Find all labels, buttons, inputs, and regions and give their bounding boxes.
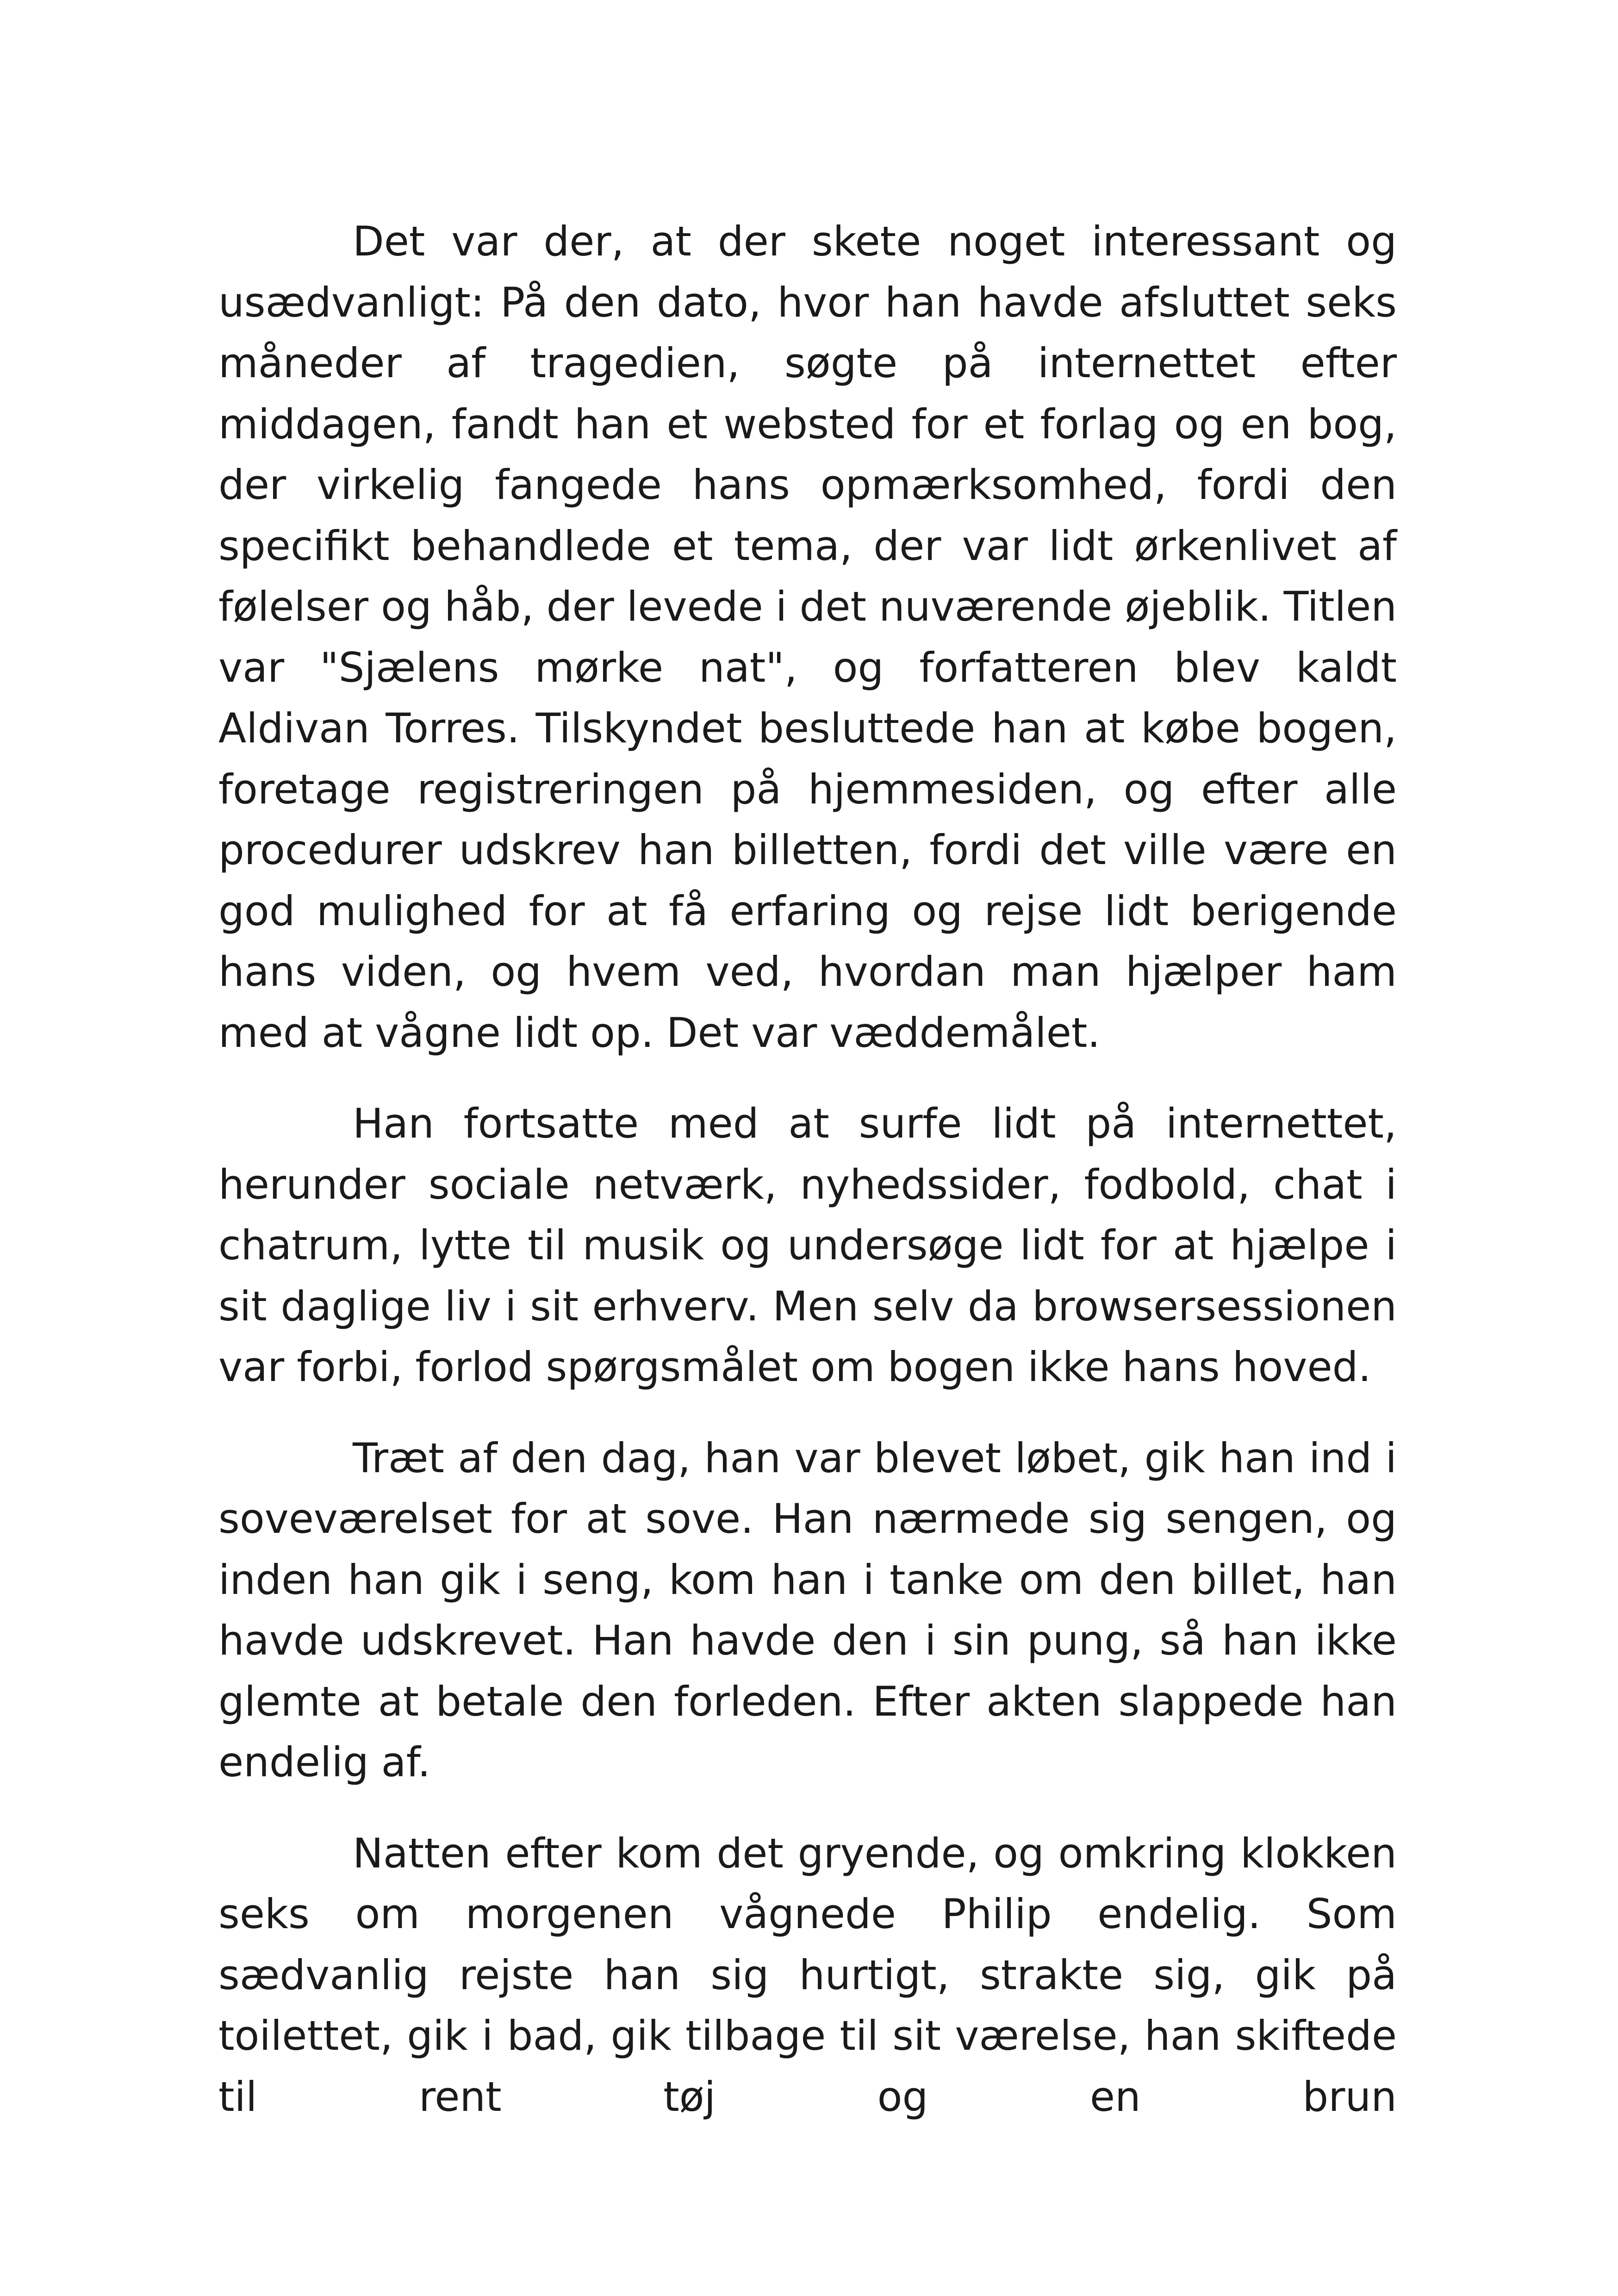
body-text	[218, 211, 1397, 2127]
paragraph-2: Han fortsatte med at surfe lidt på internettet, herunder sociale netværk, nyhedssider, fodbold, chat i chatrum, lytte til musik og undersøge lidt for at hjælpe i sit daglige liv i sit erhverv. Men selv da browsersessionen var forbi, forlod spørgsmålet om bogen ikke hans hoved.	[218, 1100, 1397, 1391]
paragraph-4: Natten efter kom det gryende, og omkring klokken seks om morgenen vågnede Philip endelig. Som sædvanlig rejste han sig hurtigt, strakte sig, gik på toilettet, gik i bad, gik tilbage til sit værelse, han skiftede til rent tøj og en brun	[218, 1829, 1397, 2121]
paragraph-3: Træt af den dag, han var blevet løbet, gik han ind i soveværelset for at sove. Han nærmede sig sengen, og inden han gik i seng, kom han i tanke om den billet, han havde udskrevet. Han havde den i sin pung, så han ikke glemte at betale den forleden. Efter akten slappede han endelig af.	[218, 1434, 1397, 1786]
paragraph-1: Det var der, at der skete noget interessant og usædvanligt: På den dato, hvor han havde afsluttet seks måneder af tragedien, søgte på internettet efter middagen, fandt han et websted for et forlag og en bog, der virkelig fangede hans opmærksomhed, fordi den specifikt behandlede et tema, der var lidt ørkenlivet af følelser og håb, der levede i det nuværende øjeblik. Titlen var "Sjælens mørke nat", og forfatteren blev kaldt Aldivan Torres. Tilskyndet besluttede han at købe bogen, foretage registreringen på hjemmesiden, og efter alle procedurer udskrev han billetten, fordi det ville være en god mulighed for at få erfaring og rejse lidt berigende hans viden, og hvem ved, hvordan man hjælper ham med at vågne lidt op. Det var væddemålet.	[218, 218, 1397, 1057]
